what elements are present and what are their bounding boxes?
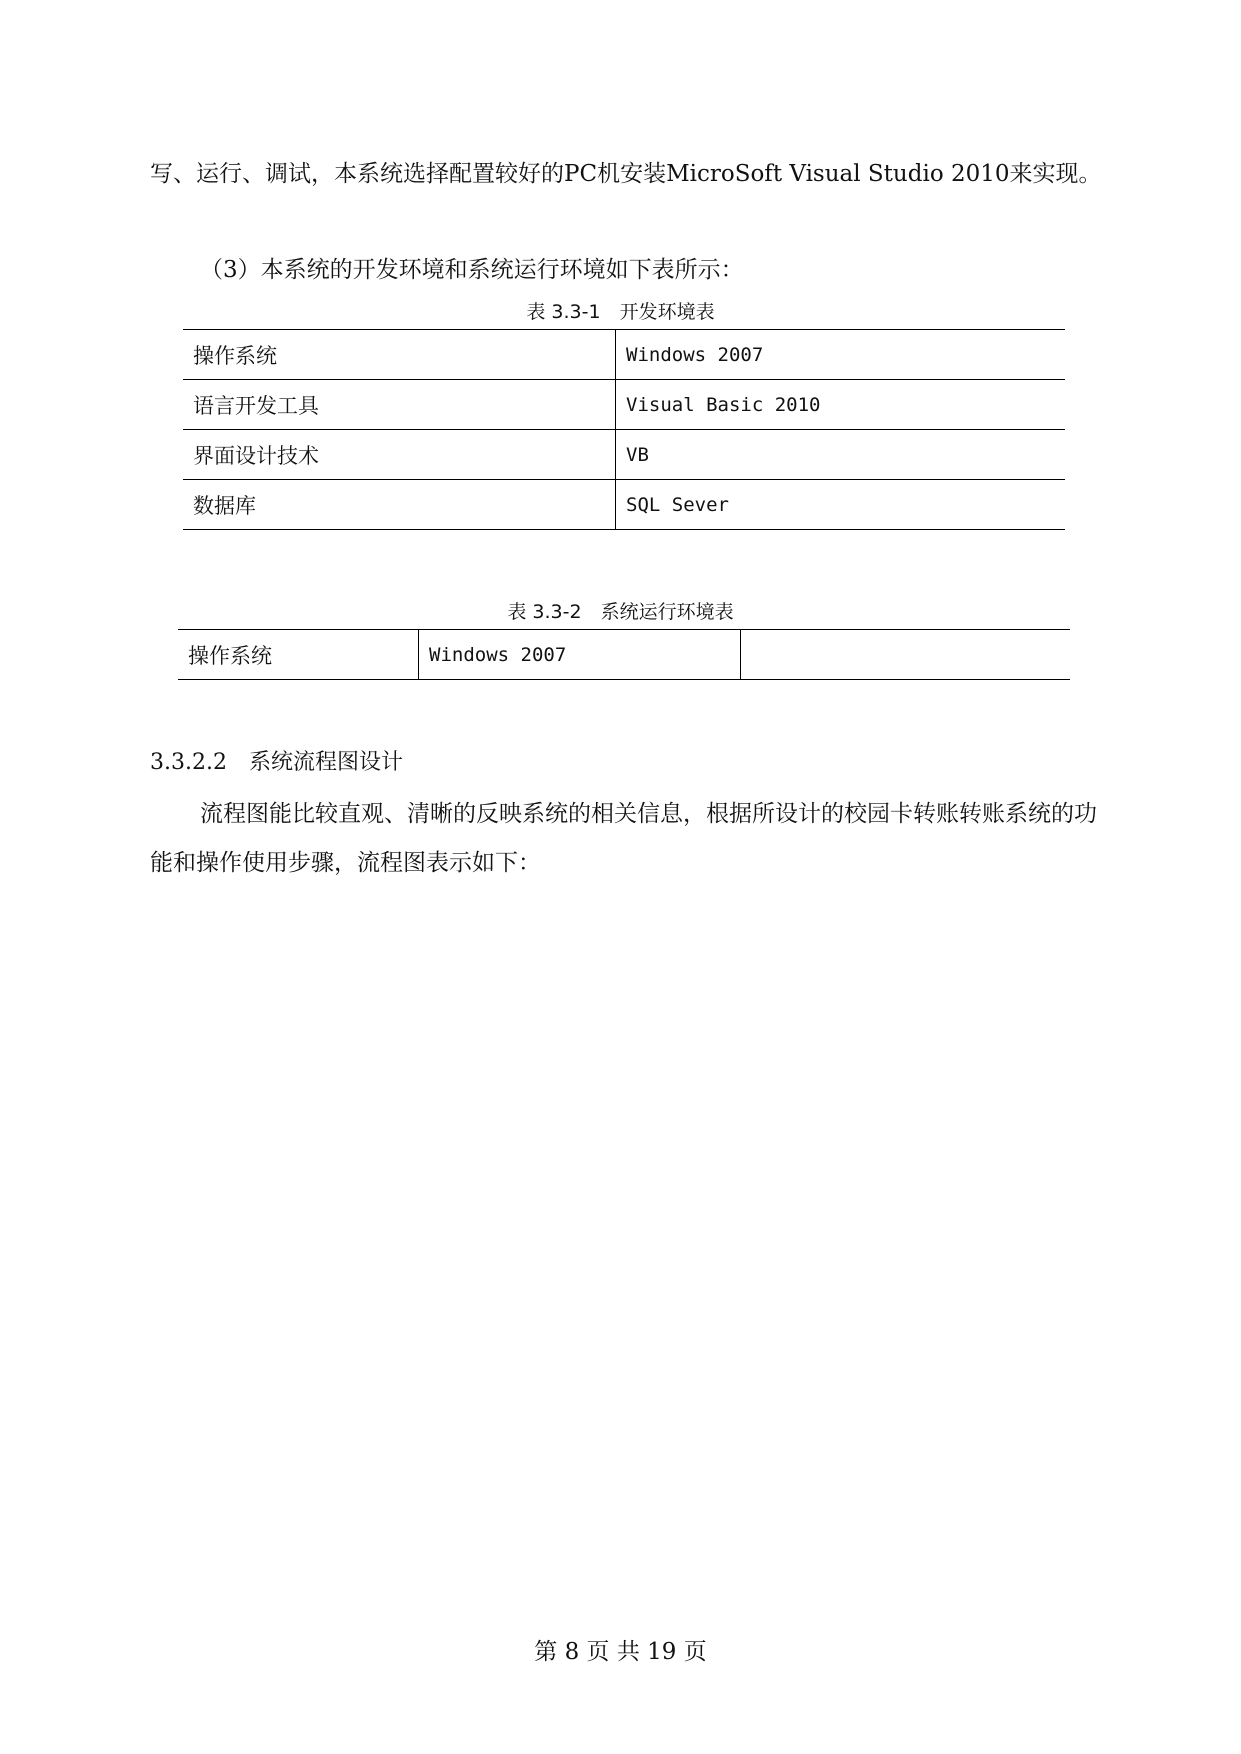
table-2-caption: 表 3.3-2 系统运行环境表 <box>507 601 734 623</box>
table-cell-empty <box>741 630 1071 680</box>
table-row <box>183 330 1065 380</box>
table-cell-label: 数据库 <box>193 493 256 518</box>
page-number: 第 8 页 共 19 页 <box>534 1639 707 1665</box>
table-cell-value: Windows 2007 <box>616 330 1066 380</box>
table-cell-label: 操作系统 <box>188 643 272 668</box>
table-cell-value: VB <box>616 430 1066 480</box>
table-cell-label: 界面设计技术 <box>193 443 319 468</box>
table-1-caption: 表 3.3-1 开发环境表 <box>526 301 715 323</box>
table-cell-value: SQL Sever <box>616 480 1066 530</box>
section-heading: 3.3.2.2 系统流程图设计 <box>150 750 403 775</box>
body-paragraph-2: （3）本系统的开发环境和系统运行环境如下表所示： <box>200 257 744 283</box>
body-paragraph-3: 流程图能比较直观、清晰的反映系统的相关信息，根据所设计的校园卡转账转账系统的功能和操作使用步骤，流程图表示如下： <box>150 801 1097 876</box>
table-row <box>183 380 1065 430</box>
body-paragraph-1: 写、运行、调试，本系统选择配置较好的PC机安装MicroSoft Visual Studio 2010来实现。 <box>150 161 1102 187</box>
dev-environment-table <box>183 329 1065 530</box>
table-cell-label: 语言开发工具 <box>193 393 319 418</box>
table-row <box>178 630 1070 680</box>
runtime-environment-table <box>178 629 1070 680</box>
table-row <box>183 480 1065 530</box>
table-row <box>183 430 1065 480</box>
table-cell-label: 操作系统 <box>193 343 277 368</box>
table-cell-value: Windows 2007 <box>419 630 741 680</box>
table-cell-value: Visual Basic 2010 <box>616 380 1066 430</box>
